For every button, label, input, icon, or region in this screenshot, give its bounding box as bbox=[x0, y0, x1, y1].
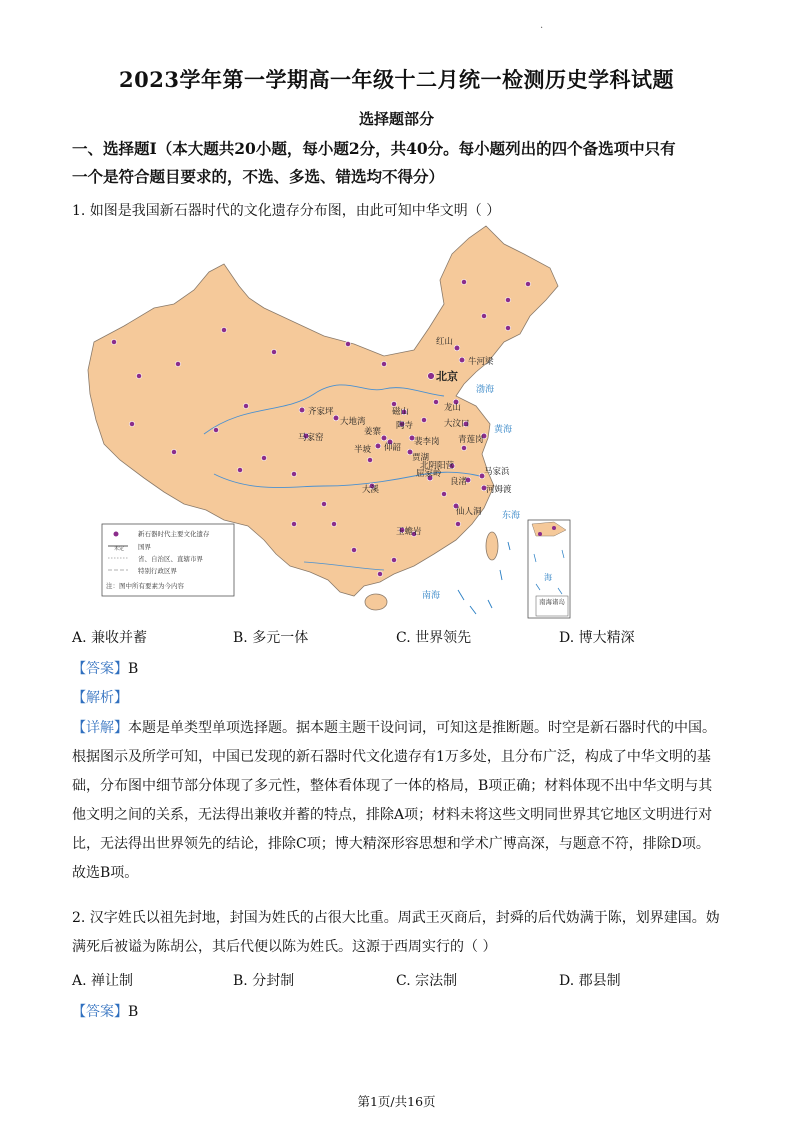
top-mark: . bbox=[540, 20, 544, 31]
hainan-island bbox=[365, 594, 387, 610]
island-dashes bbox=[458, 542, 510, 614]
taiwan-island bbox=[486, 532, 498, 560]
q2-answer-tag: 【答案】 bbox=[72, 1004, 128, 1020]
q2-stem-line-2: 满死后被谥为陈胡公，其后代便以陈为姓氏。这源于西周实行的（ ） bbox=[72, 939, 497, 955]
label-majiabang: 马家浜 bbox=[484, 467, 510, 477]
map-svg bbox=[84, 224, 574, 622]
label-yuchanyan: 玉蟾岩 bbox=[396, 527, 422, 537]
q1-option-a: A. 兼收并蓄 bbox=[72, 630, 148, 646]
label-bohai: 渤海 bbox=[476, 385, 495, 395]
q2-option-b: B. 分封制 bbox=[233, 973, 295, 989]
q1-option-b: B. 多元一体 bbox=[233, 630, 309, 646]
page-title: 2023学年第一学期高一年级十二月统一检测历史学科试题 bbox=[119, 67, 674, 92]
inset-sea-label: 海 bbox=[544, 573, 552, 582]
legend-site: 新石器时代主要文化遗存 bbox=[138, 530, 210, 538]
label-longshan: 龙山 bbox=[444, 403, 462, 413]
legend-note: 注：图中所有要素为今内容 bbox=[106, 582, 184, 590]
q1-detail-text-1: 本题是单类型单项选择题。据本题主题干设问词，可知这是推断题。时空是新石器时代的中国。 bbox=[128, 720, 716, 736]
south-china-sea-inset bbox=[528, 520, 570, 618]
section-heading-line-1: 一、选择题Ⅰ（本大题共20小题，每小题2分，共40分。每小题列出的四个备选项中只有 bbox=[72, 139, 676, 158]
label-beiyinyangying: 北阴阳营 bbox=[420, 461, 455, 471]
q1-detail bbox=[72, 714, 727, 888]
q1-option-c: C. 世界领先 bbox=[396, 630, 472, 646]
legend-province-border: 省、自治区、直辖市界 bbox=[138, 555, 203, 563]
label-qijiaping: 齐家坪 bbox=[308, 407, 334, 417]
q2-answer-value: B bbox=[128, 1004, 139, 1020]
q1-detail-line-4: 他文明之间的关系，无法得出兼收并蓄的特点，排除A项；材料未将这些文明同世界其它地区文明进行对 bbox=[72, 807, 713, 823]
label-peiligang: 裴李岗 bbox=[414, 437, 440, 447]
label-taosi: 陶寺 bbox=[396, 421, 414, 431]
label-hongshan: 红山 bbox=[436, 337, 454, 347]
label-beijing: 北京 bbox=[436, 370, 458, 383]
q2-stem bbox=[72, 904, 727, 962]
q2-option-a: A. 禅让制 bbox=[72, 973, 134, 989]
label-hemudu: 河姆渡 bbox=[486, 485, 512, 495]
label-majiayao: 马家窑 bbox=[298, 433, 324, 443]
label-liangzhu: 良渚 bbox=[450, 477, 468, 487]
label-yangshao: 仰韶 bbox=[384, 443, 402, 453]
q2-option-c: C. 宗法制 bbox=[396, 973, 458, 989]
label-nanhai: 南海 bbox=[422, 591, 441, 601]
label-donghai: 东海 bbox=[502, 511, 521, 521]
q2-option-d: D. 郡县制 bbox=[559, 973, 621, 989]
legend-national-border: 国界 bbox=[138, 543, 151, 551]
neolithic-sites-map bbox=[84, 224, 574, 622]
label-daxi: 大溪 bbox=[362, 485, 380, 495]
label-niuheliang: 牛河梁 bbox=[468, 357, 494, 367]
legend-sar-border: 特别行政区界 bbox=[138, 567, 177, 575]
q1-stem: 1. 如图是我国新石器时代的文化遗存分布图，由此可知中华文明（ ） bbox=[72, 203, 501, 219]
q1-detail-line-3: 础，分布图中细节部分体现了多元性，整体看体现了一体的格局，B项正确；材料体现不出中华文明与其 bbox=[72, 778, 713, 794]
label-jiahu: 贾湖 bbox=[412, 453, 430, 463]
inset-islands-label-text: 南海诸岛 bbox=[539, 598, 565, 606]
map-legend bbox=[102, 524, 234, 596]
q1-detail-line-1 bbox=[72, 714, 727, 743]
q2-stem-line-1: 2. 汉字姓氏以祖先封地，封国为姓氏的占很大比重。周武王灭商后，封舜的后代妫满于陈，划界建国。妫 bbox=[72, 910, 720, 926]
section-heading-line-2: 一个是符合题目要求的，不选、多选、错选均不得分） bbox=[72, 167, 445, 186]
label-cishan: 磁山 bbox=[392, 407, 410, 417]
label-dadiwan: 大地湾 bbox=[340, 417, 366, 427]
q2-answer bbox=[72, 998, 727, 1027]
q1-detail-line-2: 根据图示及所学可知，中国已发现的新石器时代文化遗存有1万多处，且分布广泛，构成了中华文明的基 bbox=[72, 749, 711, 765]
page-footer: 第1页/共16页 bbox=[357, 1094, 436, 1109]
section-subtitle: 选择题部分 bbox=[358, 110, 434, 128]
q1-detail-tag: 【详解】 bbox=[72, 720, 128, 736]
legend-national-border-mark: 未定 bbox=[114, 546, 125, 552]
label-banpo: 半坡 bbox=[354, 445, 372, 455]
section-heading bbox=[72, 135, 732, 191]
q1-detail-line-6: 故选B项。 bbox=[72, 865, 139, 881]
label-huanghai: 黄海 bbox=[494, 425, 513, 435]
label-qujialing: 屈家岭 bbox=[416, 469, 442, 479]
q1-analysis-heading bbox=[72, 684, 727, 713]
label-xianrendong: 仙人洞 bbox=[456, 507, 482, 517]
q1-option-d: D. 博大精深 bbox=[559, 630, 635, 646]
label-dawenkou: 大汶口 bbox=[444, 419, 470, 429]
q1-detail-line-5: 比，无法得出世界领先的结论，排除C项；博大精深形容思想和学术广博高深，与题意不符，排除D项。 bbox=[72, 836, 710, 852]
label-jiangzhai: 姜寨 bbox=[364, 427, 382, 437]
inset-islands-label bbox=[539, 597, 566, 606]
q1-analysis-tag: 【解析】 bbox=[72, 690, 128, 706]
q1-answer bbox=[72, 655, 727, 684]
label-qinglian: 青莲岗 bbox=[458, 435, 484, 445]
q1-answer-value: B bbox=[128, 661, 139, 677]
q1-answer-tag: 【答案】 bbox=[72, 661, 128, 677]
